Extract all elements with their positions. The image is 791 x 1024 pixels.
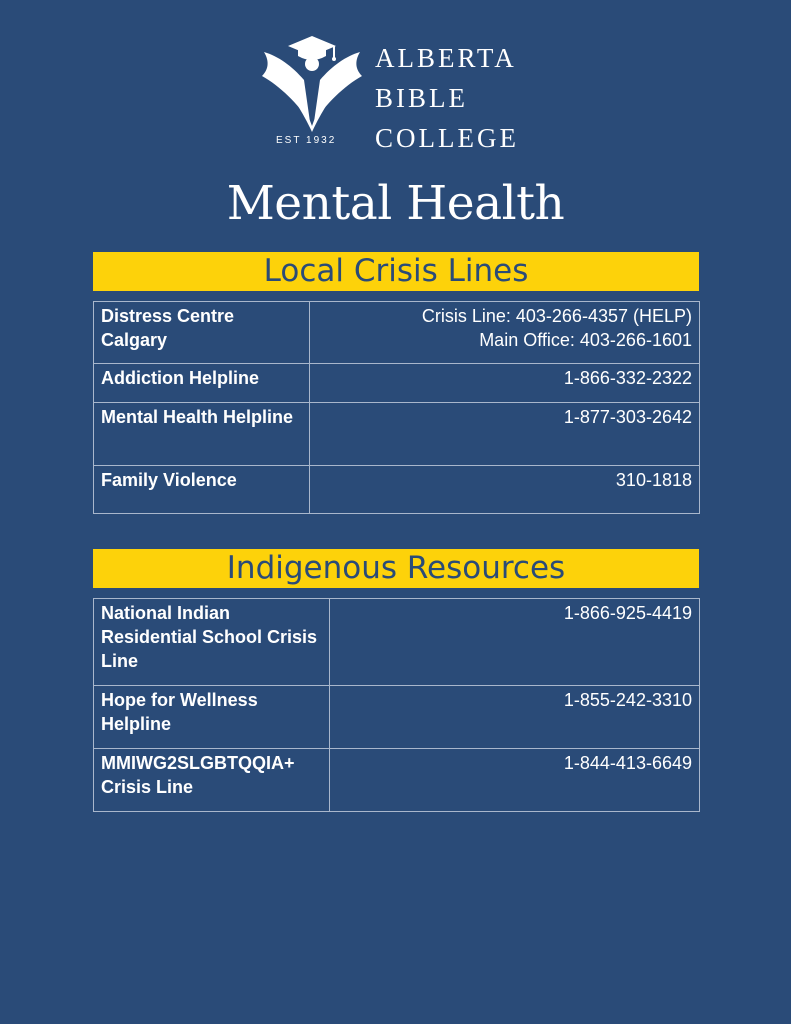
logo-line-2: BIBLE bbox=[375, 83, 468, 113]
logo-line-3: COLLEGE bbox=[375, 123, 519, 153]
section-header-local-crisis-lines: Local Crisis Lines bbox=[93, 252, 699, 291]
local-crisis-lines-section bbox=[93, 252, 699, 514]
table-row bbox=[94, 599, 700, 686]
logo-wordmark bbox=[375, 38, 519, 158]
resource-name: National Indian Residential School Crisis Line bbox=[94, 599, 330, 686]
table-row bbox=[94, 364, 700, 403]
phone-number[interactable]: Crisis Line: 403-266-4357 (HELP) bbox=[421, 306, 692, 326]
page-title: Mental Health bbox=[226, 176, 565, 231]
table-row bbox=[94, 403, 700, 466]
resource-name: Distress Centre Calgary bbox=[94, 302, 310, 364]
phone-number[interactable]: 1-866-925-4419 bbox=[563, 603, 692, 623]
phone-number[interactable]: 310-1818 bbox=[615, 470, 692, 490]
table-row bbox=[94, 302, 700, 364]
indigenous-resources-table bbox=[93, 598, 700, 812]
table-row bbox=[94, 466, 700, 514]
logo-line-1: ALBERTA bbox=[375, 43, 517, 73]
table-row bbox=[94, 749, 700, 812]
indigenous-resources-section bbox=[93, 549, 699, 812]
phone-number[interactable]: 1-855-242-3310 bbox=[563, 690, 692, 710]
phone-number[interactable]: Main Office: 403-266-1601 bbox=[479, 330, 692, 350]
resource-name: Hope for Wellness Helpline bbox=[94, 686, 330, 749]
resource-phone[interactable] bbox=[330, 686, 700, 749]
resource-phone[interactable] bbox=[310, 364, 700, 403]
local-crisis-lines-table bbox=[93, 301, 700, 514]
resource-name: MMIWG2SLGBTQQIA+ Crisis Line bbox=[94, 749, 330, 812]
phone-number[interactable]: 1-877-303-2642 bbox=[563, 407, 692, 427]
phone-number[interactable]: 1-866-332-2322 bbox=[563, 368, 692, 388]
section-header-indigenous-resources: Indigenous Resources bbox=[93, 549, 699, 588]
resource-phone[interactable] bbox=[310, 466, 700, 514]
resource-name: Family Violence bbox=[94, 466, 310, 514]
table-row bbox=[94, 686, 700, 749]
resource-phone[interactable] bbox=[330, 749, 700, 812]
resource-phone[interactable] bbox=[310, 302, 700, 364]
college-logo bbox=[258, 34, 548, 154]
logo-est-text: EST 1932 bbox=[276, 135, 337, 146]
graduate-book-logo-icon bbox=[258, 34, 366, 134]
resource-name: Mental Health Helpline bbox=[94, 403, 310, 466]
phone-number[interactable]: 1-844-413-6649 bbox=[563, 753, 692, 773]
resource-phone[interactable] bbox=[310, 403, 700, 466]
resource-name: Addiction Helpline bbox=[94, 364, 310, 403]
resource-phone[interactable] bbox=[330, 599, 700, 686]
